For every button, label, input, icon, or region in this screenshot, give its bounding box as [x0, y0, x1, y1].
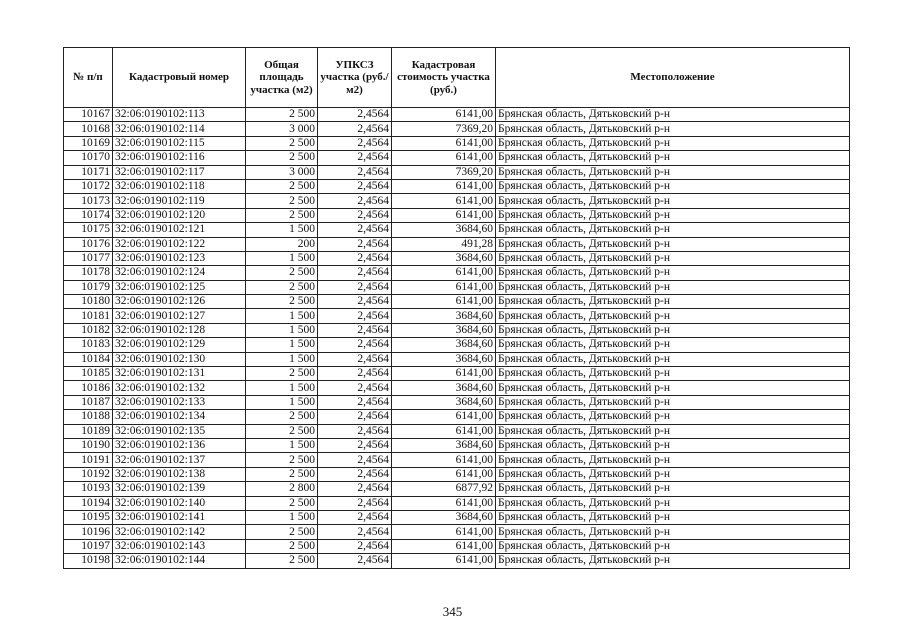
cell-num: 10197: [64, 539, 113, 553]
cell-cadastral-number: 32:06:0190102:128: [113, 323, 246, 337]
cell-cadastral-number: 32:06:0190102:116: [113, 151, 246, 165]
cell-upkszu: 2,4564: [318, 525, 392, 539]
cell-location: Брянская область, Дятьковский р-н: [496, 554, 850, 568]
cell-cadastral-number: 32:06:0190102:140: [113, 496, 246, 510]
cell-num: 10177: [64, 251, 113, 265]
cell-location: Брянская область, Дятьковский р-н: [496, 496, 850, 510]
cell-num: 10191: [64, 453, 113, 467]
table-row: [64, 338, 850, 352]
cell-location: Брянская область, Дятьковский р-н: [496, 309, 850, 323]
table-row: [64, 237, 850, 251]
cell-cadastral-number: 32:06:0190102:143: [113, 539, 246, 553]
cell-num: 10193: [64, 482, 113, 496]
header-location: Местоположение: [496, 48, 850, 108]
table-row: [64, 554, 850, 568]
cell-area: 1 500: [246, 251, 318, 265]
cell-location: Брянская область, Дятьковский р-н: [496, 467, 850, 481]
cell-cadastral-cost: 491,28: [392, 237, 496, 251]
cell-cadastral-number: 32:06:0190102:115: [113, 136, 246, 150]
cell-location: Брянская область, Дятьковский р-н: [496, 136, 850, 150]
cadastral-table: [63, 47, 850, 569]
cell-num: 10180: [64, 295, 113, 309]
cell-location: Брянская область, Дятьковский р-н: [496, 280, 850, 294]
cell-upkszu: 2,4564: [318, 424, 392, 438]
cell-upkszu: 2,4564: [318, 323, 392, 337]
cell-cadastral-cost: 3684,60: [392, 309, 496, 323]
table-row: [64, 539, 850, 553]
cell-area: 2 500: [246, 424, 318, 438]
cell-cadastral-number: 32:06:0190102:126: [113, 295, 246, 309]
cell-cadastral-number: 32:06:0190102:130: [113, 352, 246, 366]
cell-cadastral-number: 32:06:0190102:131: [113, 367, 246, 381]
table-row: [64, 151, 850, 165]
cell-num: 10187: [64, 395, 113, 409]
cell-num: 10189: [64, 424, 113, 438]
cell-cadastral-cost: 3684,60: [392, 395, 496, 409]
cell-area: 1 500: [246, 338, 318, 352]
cell-upkszu: 2,4564: [318, 295, 392, 309]
cell-upkszu: 2,4564: [318, 179, 392, 193]
cell-upkszu: 2,4564: [318, 381, 392, 395]
cell-location: Брянская область, Дятьковский р-н: [496, 151, 850, 165]
cell-cadastral-cost: 6141,00: [392, 554, 496, 568]
cell-upkszu: 2,4564: [318, 108, 392, 122]
cell-area: 1 500: [246, 395, 318, 409]
cell-cadastral-cost: 3684,60: [392, 338, 496, 352]
table-header-row: [64, 48, 850, 108]
cell-area: 1 500: [246, 223, 318, 237]
cell-upkszu: 2,4564: [318, 496, 392, 510]
table-row: [64, 194, 850, 208]
header-cadastral-cost: Кадастровая стоимость участка (руб.): [392, 48, 496, 108]
table-row: [64, 165, 850, 179]
cell-location: Брянская область, Дятьковский р-н: [496, 338, 850, 352]
cell-num: 10194: [64, 496, 113, 510]
page-number: 345: [442, 604, 463, 619]
cell-upkszu: 2,4564: [318, 136, 392, 150]
cell-num: 10198: [64, 554, 113, 568]
cell-num: 10174: [64, 208, 113, 222]
table-row: [64, 223, 850, 237]
cell-area: 2 500: [246, 496, 318, 510]
cell-cadastral-number: 32:06:0190102:135: [113, 424, 246, 438]
table-row: [64, 381, 850, 395]
cell-location: Брянская область, Дятьковский р-н: [496, 395, 850, 409]
cell-cadastral-cost: 6141,00: [392, 208, 496, 222]
cell-num: 10167: [64, 108, 113, 122]
table-row: [64, 410, 850, 424]
cell-cadastral-number: 32:06:0190102:129: [113, 338, 246, 352]
cell-area: 3 000: [246, 122, 318, 136]
header-area: Общая площадь участка (м2): [246, 48, 318, 108]
cell-area: 1 500: [246, 352, 318, 366]
cell-cadastral-cost: 6141,00: [392, 280, 496, 294]
cell-upkszu: 2,4564: [318, 280, 392, 294]
cell-cadastral-number: 32:06:0190102:136: [113, 438, 246, 452]
table-row: [64, 108, 850, 122]
cell-upkszu: 2,4564: [318, 554, 392, 568]
cell-location: Брянская область, Дятьковский р-н: [496, 352, 850, 366]
cell-upkszu: 2,4564: [318, 410, 392, 424]
cell-location: Брянская область, Дятьковский р-н: [496, 381, 850, 395]
cell-cadastral-cost: 6141,00: [392, 179, 496, 193]
cell-num: 10176: [64, 237, 113, 251]
cell-cadastral-number: 32:06:0190102:144: [113, 554, 246, 568]
cell-location: Брянская область, Дятьковский р-н: [496, 525, 850, 539]
cell-upkszu: 2,4564: [318, 122, 392, 136]
cell-num: 10169: [64, 136, 113, 150]
cell-cadastral-cost: 3684,60: [392, 381, 496, 395]
cell-area: 1 500: [246, 381, 318, 395]
cell-location: Брянская область, Дятьковский р-н: [496, 108, 850, 122]
header-cadastral-number: Кадастровый номер: [113, 48, 246, 108]
cell-area: 2 500: [246, 194, 318, 208]
cell-area: 2 500: [246, 151, 318, 165]
cell-location: Брянская область, Дятьковский р-н: [496, 208, 850, 222]
cell-cadastral-cost: 6141,00: [392, 295, 496, 309]
cell-area: 1 500: [246, 309, 318, 323]
cell-cadastral-cost: 6141,00: [392, 136, 496, 150]
cell-num: 10195: [64, 510, 113, 524]
cell-cadastral-number: 32:06:0190102:117: [113, 165, 246, 179]
cell-cadastral-cost: 3684,60: [392, 323, 496, 337]
table-row: [64, 438, 850, 452]
table-row: [64, 453, 850, 467]
cell-upkszu: 2,4564: [318, 251, 392, 265]
cell-upkszu: 2,4564: [318, 309, 392, 323]
cell-location: Брянская область, Дятьковский р-н: [496, 367, 850, 381]
table-row: [64, 208, 850, 222]
cell-cadastral-number: 32:06:0190102:137: [113, 453, 246, 467]
cell-cadastral-cost: 7369,20: [392, 122, 496, 136]
cell-cadastral-number: 32:06:0190102:121: [113, 223, 246, 237]
cell-cadastral-cost: 6141,00: [392, 453, 496, 467]
cell-area: 200: [246, 237, 318, 251]
cell-area: 2 500: [246, 208, 318, 222]
cell-area: 2 500: [246, 108, 318, 122]
cell-location: Брянская область, Дятьковский р-н: [496, 179, 850, 193]
cell-cadastral-cost: 6141,00: [392, 367, 496, 381]
cell-area: 2 500: [246, 280, 318, 294]
table-row: [64, 525, 850, 539]
table-row: [64, 323, 850, 337]
cell-cadastral-cost: 6141,00: [392, 108, 496, 122]
cell-location: Брянская область, Дятьковский р-н: [496, 237, 850, 251]
table-row: [64, 309, 850, 323]
cell-area: 2 500: [246, 136, 318, 150]
cell-upkszu: 2,4564: [318, 510, 392, 524]
cell-location: Брянская область, Дятьковский р-н: [496, 323, 850, 337]
cell-cadastral-number: 32:06:0190102:124: [113, 266, 246, 280]
cell-cadastral-number: 32:06:0190102:138: [113, 467, 246, 481]
cell-cadastral-number: 32:06:0190102:142: [113, 525, 246, 539]
table-row: [64, 179, 850, 193]
cell-cadastral-cost: 3684,60: [392, 223, 496, 237]
cell-cadastral-number: 32:06:0190102:122: [113, 237, 246, 251]
cell-num: 10178: [64, 266, 113, 280]
cell-upkszu: 2,4564: [318, 194, 392, 208]
table-row: [64, 510, 850, 524]
cell-area: 1 500: [246, 510, 318, 524]
cell-cadastral-number: 32:06:0190102:113: [113, 108, 246, 122]
cell-num: 10183: [64, 338, 113, 352]
cell-area: 2 500: [246, 367, 318, 381]
table-body: [64, 108, 850, 569]
cell-cadastral-cost: 6877,92: [392, 482, 496, 496]
header-num: № п/п: [64, 48, 113, 108]
cell-cadastral-number: 32:06:0190102:132: [113, 381, 246, 395]
cell-location: Брянская область, Дятьковский р-н: [496, 251, 850, 265]
cell-cadastral-number: 32:06:0190102:119: [113, 194, 246, 208]
cell-area: 2 500: [246, 410, 318, 424]
cell-num: 10192: [64, 467, 113, 481]
cell-upkszu: 2,4564: [318, 338, 392, 352]
cell-cadastral-number: 32:06:0190102:139: [113, 482, 246, 496]
cell-cadastral-number: 32:06:0190102:127: [113, 309, 246, 323]
cell-area: 1 500: [246, 438, 318, 452]
header-upkszu: УПКСЗ участка (руб./м2): [318, 48, 392, 108]
cell-upkszu: 2,4564: [318, 208, 392, 222]
cell-num: 10185: [64, 367, 113, 381]
cell-location: Брянская область, Дятьковский р-н: [496, 165, 850, 179]
cell-location: Брянская область, Дятьковский р-н: [496, 482, 850, 496]
cell-num: 10171: [64, 165, 113, 179]
table-row: [64, 251, 850, 265]
cell-upkszu: 2,4564: [318, 223, 392, 237]
cell-cadastral-number: 32:06:0190102:114: [113, 122, 246, 136]
cell-area: 2 500: [246, 179, 318, 193]
cell-cadastral-cost: 6141,00: [392, 151, 496, 165]
cell-upkszu: 2,4564: [318, 395, 392, 409]
cell-cadastral-number: 32:06:0190102:141: [113, 510, 246, 524]
cell-cadastral-cost: 6141,00: [392, 539, 496, 553]
cell-location: Брянская область, Дятьковский р-н: [496, 223, 850, 237]
cell-num: 10186: [64, 381, 113, 395]
cell-num: 10170: [64, 151, 113, 165]
cell-num: 10184: [64, 352, 113, 366]
cell-cadastral-cost: 6141,00: [392, 424, 496, 438]
table-row: [64, 496, 850, 510]
cell-cadastral-cost: 6141,00: [392, 194, 496, 208]
cell-upkszu: 2,4564: [318, 266, 392, 280]
cell-cadastral-cost: 6141,00: [392, 525, 496, 539]
cell-num: 10175: [64, 223, 113, 237]
cell-cadastral-cost: 3684,60: [392, 251, 496, 265]
cell-num: 10190: [64, 438, 113, 452]
cell-num: 10188: [64, 410, 113, 424]
table-row: [64, 280, 850, 294]
cell-cadastral-cost: 7369,20: [392, 165, 496, 179]
cell-upkszu: 2,4564: [318, 165, 392, 179]
cell-location: Брянская область, Дятьковский р-н: [496, 266, 850, 280]
cell-num: 10181: [64, 309, 113, 323]
table-row: [64, 295, 850, 309]
cell-upkszu: 2,4564: [318, 151, 392, 165]
cell-cadastral-number: 32:06:0190102:120: [113, 208, 246, 222]
cell-location: Брянская область, Дятьковский р-н: [496, 194, 850, 208]
cell-upkszu: 2,4564: [318, 482, 392, 496]
cell-area: 2 500: [246, 453, 318, 467]
cell-location: Брянская область, Дятьковский р-н: [496, 122, 850, 136]
cell-area: 2 500: [246, 554, 318, 568]
table-row: [64, 395, 850, 409]
cell-upkszu: 2,4564: [318, 438, 392, 452]
cell-location: Брянская область, Дятьковский р-н: [496, 438, 850, 452]
cell-area: 3 000: [246, 165, 318, 179]
table-row: [64, 482, 850, 496]
cell-cadastral-number: 32:06:0190102:134: [113, 410, 246, 424]
cell-area: 2 500: [246, 539, 318, 553]
cell-cadastral-cost: 3684,60: [392, 352, 496, 366]
table-row: [64, 122, 850, 136]
table-row: [64, 352, 850, 366]
cell-cadastral-cost: 6141,00: [392, 410, 496, 424]
cell-location: Брянская область, Дятьковский р-н: [496, 295, 850, 309]
cell-location: Брянская область, Дятьковский р-н: [496, 410, 850, 424]
table-row: [64, 266, 850, 280]
cell-num: 10196: [64, 525, 113, 539]
cell-upkszu: 2,4564: [318, 237, 392, 251]
cell-cadastral-cost: 6141,00: [392, 266, 496, 280]
cell-cadastral-number: 32:06:0190102:118: [113, 179, 246, 193]
cell-upkszu: 2,4564: [318, 352, 392, 366]
cell-cadastral-cost: 6141,00: [392, 467, 496, 481]
cell-cadastral-number: 32:06:0190102:123: [113, 251, 246, 265]
table-row: [64, 136, 850, 150]
cell-location: Брянская область, Дятьковский р-н: [496, 424, 850, 438]
cell-num: 10168: [64, 122, 113, 136]
cell-num: 10173: [64, 194, 113, 208]
cell-cadastral-cost: 3684,60: [392, 438, 496, 452]
table-row: [64, 367, 850, 381]
cell-area: 2 500: [246, 266, 318, 280]
cell-area: 2 800: [246, 482, 318, 496]
cell-num: 10182: [64, 323, 113, 337]
cell-num: 10179: [64, 280, 113, 294]
cell-upkszu: 2,4564: [318, 467, 392, 481]
cell-upkszu: 2,4564: [318, 367, 392, 381]
cell-location: Брянская область, Дятьковский р-н: [496, 539, 850, 553]
cell-cadastral-cost: 6141,00: [392, 496, 496, 510]
table-row: [64, 424, 850, 438]
cell-upkszu: 2,4564: [318, 539, 392, 553]
cell-cadastral-number: 32:06:0190102:133: [113, 395, 246, 409]
table-row: [64, 467, 850, 481]
cell-location: Брянская область, Дятьковский р-н: [496, 510, 850, 524]
cell-area: 2 500: [246, 467, 318, 481]
cell-location: Брянская область, Дятьковский р-н: [496, 453, 850, 467]
cell-area: 2 500: [246, 525, 318, 539]
cell-num: 10172: [64, 179, 113, 193]
cell-area: 1 500: [246, 323, 318, 337]
cell-cadastral-number: 32:06:0190102:125: [113, 280, 246, 294]
cell-area: 2 500: [246, 295, 318, 309]
cell-cadastral-cost: 3684,60: [392, 510, 496, 524]
cell-upkszu: 2,4564: [318, 453, 392, 467]
